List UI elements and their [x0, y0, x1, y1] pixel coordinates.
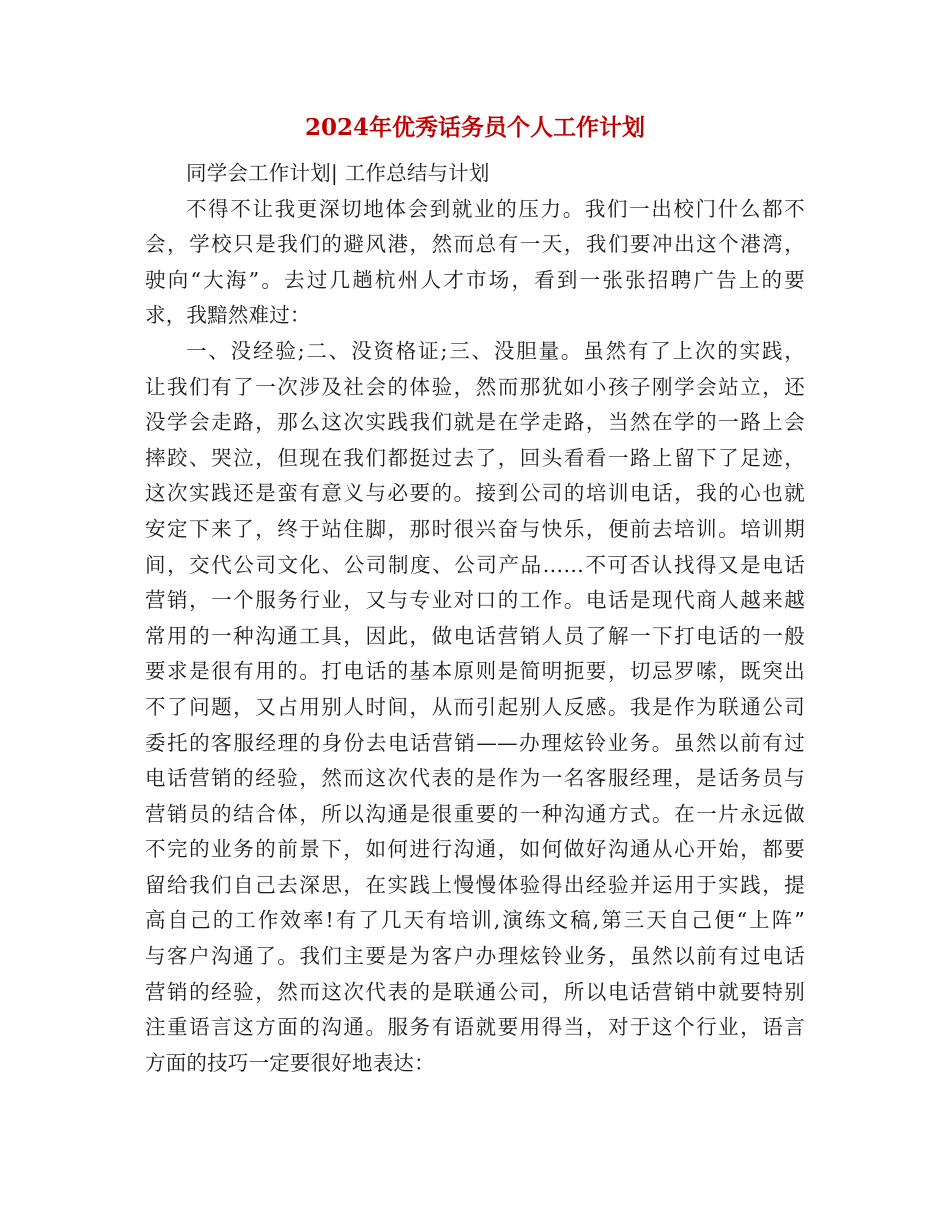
paragraph-line: 求，我黯然难过： — [145, 303, 311, 328]
paragraph-line: 不得不让我更深切地体会到就业的压力。我们一出校门什么都不 — [186, 196, 805, 221]
paragraph-line: 与客户沟通了。我们主要是为客户办理炫铃业务，虽然以前有过电话 — [145, 944, 805, 969]
paragraph — [145, 192, 805, 334]
paragraph-line: 方面的技巧一定要很好地表达： — [145, 1050, 435, 1075]
document-title: 2024年优秀话务员个人工作计划 — [304, 114, 645, 141]
paragraph-line: 间，交代公司文化、公司制度、公司产品……不可否认找得又是电话 — [145, 552, 805, 577]
paragraph-line: 营销，一个服务行业，又与专业对口的工作。电话是现代商人越来越 — [145, 588, 805, 613]
paragraph — [145, 334, 805, 1081]
paragraph-line: 摔跤、哭泣，但现在我们都挺过去了，回头看看一路上留下了足迹， — [145, 445, 805, 470]
paragraph-line: 常用的一种沟通工具，因此，做电话营销人员了解一下打电话的一般 — [145, 623, 805, 648]
paragraph-line: 委托的客服经理的身份去电话营销——办理炫铃业务。虽然以前有过 — [145, 730, 805, 755]
paragraph-line: 要求是很有用的。打电话的基本原则是简明扼要，切忌罗嗦，既突出 — [145, 659, 805, 684]
paragraph-line: 留给我们自己去深思，在实践上慢慢体验得出经验并运用于实践，提 — [145, 872, 805, 897]
paragraph-line: 驶向“大海”。去过几趟杭州人才市场，看到一张张招聘广告上的要 — [145, 267, 805, 292]
paragraph-line: 注重语言这方面的沟通。服务有语就要用得当，对于这个行业，语言 — [145, 1015, 805, 1040]
paragraph-container — [145, 192, 805, 1082]
paragraph-line: 营销员的结合体，所以沟通是很重要的一种沟通方式。在一片永远做 — [145, 801, 805, 826]
paragraph-line: 没学会走路，那么这次实践我们就是在学走路，当然在学的一路上会 — [145, 410, 805, 435]
paragraph-line: 不完的业务的前景下，如何进行沟通，如何做好沟通从心开始，都要 — [145, 837, 805, 862]
paragraph-line: 会，学校只是我们的避风港，然而总有一天，我们要冲出这个港湾， — [145, 232, 805, 257]
paragraph-line: 让我们有了一次涉及社会的体验，然而那犹如小孩子刚学会站立，还 — [145, 374, 805, 399]
paragraph-line: 营销的经验，然而这次代表的是联通公司，所以电话营销中就要特别 — [145, 979, 805, 1004]
paragraph-line: 这次实践还是蛮有意义与必要的。接到公司的培训电话，我的心也就 — [145, 481, 805, 506]
paragraph-line: 一、没经验;二、没资格证;三、没胆量。虽然有了上次的实践， — [186, 338, 805, 363]
paragraph-line: 安定下来了，终于站住脚，那时很兴奋与快乐，便前去培训。培训期 — [145, 516, 805, 541]
paragraph-line: 电话营销的经验，然而这次代表的是作为一名客服经理，是话务员与 — [145, 766, 805, 791]
document-subtitle: 同学会工作计划| 工作总结与计划 — [186, 161, 490, 185]
paragraph-line: 不了问题，又占用别人时间，从而引起别人反感。我是作为联通公司 — [145, 694, 805, 719]
paragraph-line: 高自己的工作效率!有了几天有培训,演练文稿,第三天自己便“上阵” — [145, 908, 805, 933]
document-body — [145, 156, 805, 1081]
